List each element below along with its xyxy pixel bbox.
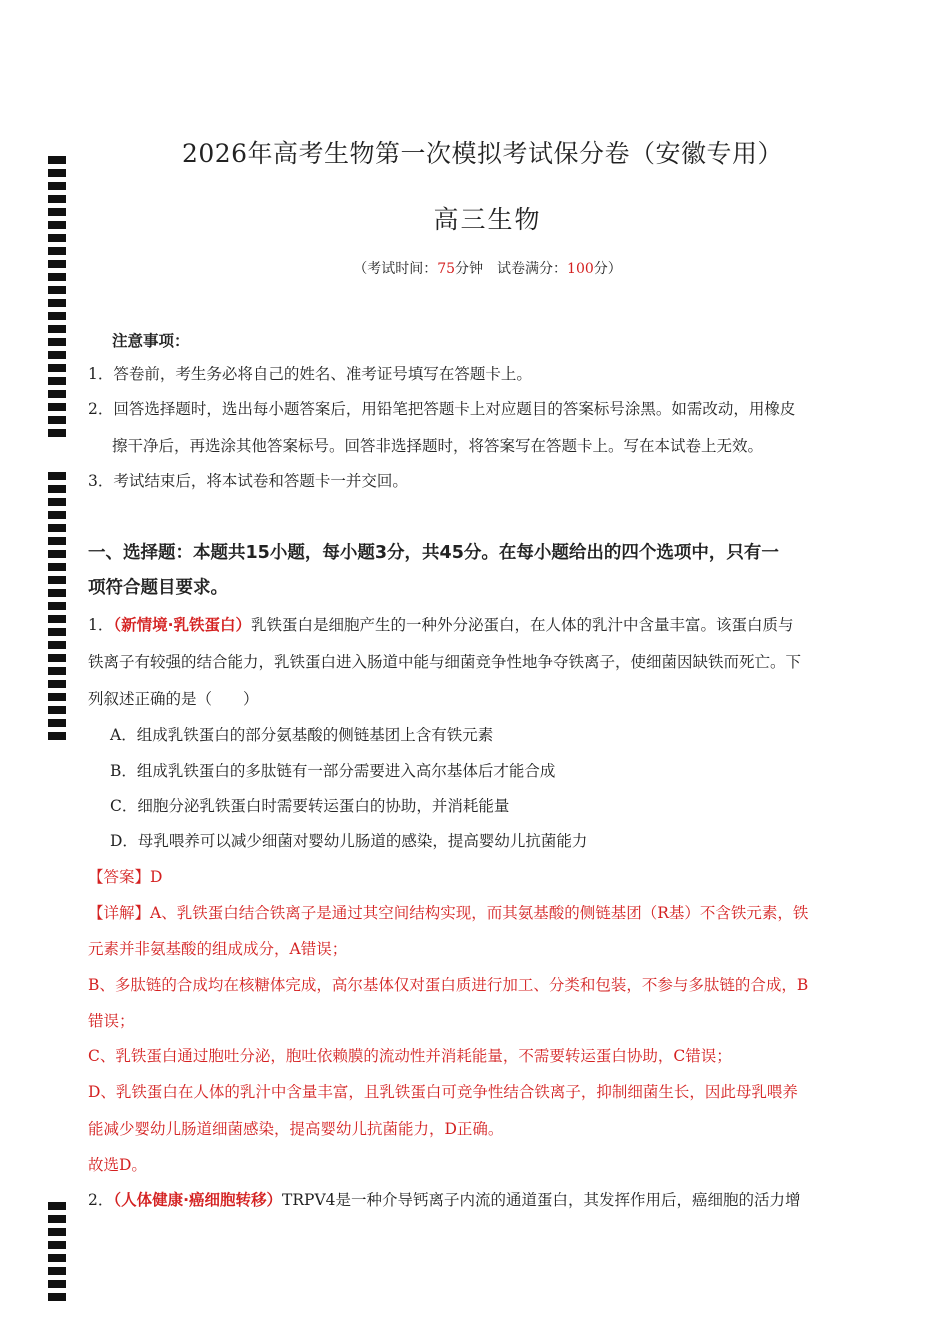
detail-a-text: A、乳铁蛋白结合铁离子是通过其空间结构实现，而其氨基酸的侧链基团（R基）不含铁元素，铁 — [150, 904, 809, 922]
question-1-stem-line-3: 列叙述正确的是（ ） — [88, 690, 259, 708]
question-1-option-b: B．组成乳铁蛋白的多肽链有一部分需要进入高尔基体后才能合成 — [110, 762, 556, 780]
question-2-stem-text: TRPV4是一种介导钙离子内流的通道蛋白，其发挥作用后，癌细胞的活力增 — [282, 1191, 801, 1209]
section-1-heading-line-1: 一、选择题：本题共15小题，每小题3分，共45分。在每小题给出的四个选项中，只有一 — [88, 543, 779, 563]
question-2-number: 2． — [88, 1191, 114, 1209]
question-2-tag: （人体健康·癌细胞转移） — [113, 1191, 283, 1209]
score-value: 100 — [567, 261, 594, 277]
question-1-option-d: D．母乳喂养可以减少细菌对婴幼儿肠道的感染，提高婴幼儿抗菌能力 — [110, 832, 588, 850]
exam-info — [0, 258, 950, 278]
question-1-detail-a-line-2: 元素并非氨基酸的组成成分，A错误； — [88, 940, 348, 958]
notice-item-2-line-1: 2．回答选择题时，选出每小题答案后，用铅笔把答题卡上对应题目的答案标号涂黑。如需改动，用橡皮 — [88, 400, 796, 418]
question-1-detail-b-line-2: 错误； — [88, 1012, 135, 1030]
question-1-stem-text: 乳铁蛋白是细胞产生的一种外分泌蛋白，在人体的乳汁中含量丰富。该蛋白质与 — [251, 616, 794, 634]
time-value: 75 — [437, 261, 456, 277]
question-1-stem-line-2: 铁离子有较强的结合能力，乳铁蛋白进入肠道中能与细菌竞争性地争夺铁离子，使细菌因缺铁而死亡。下 — [88, 653, 802, 671]
exam-subject: 高三生物 — [433, 205, 542, 234]
notice-item-3: 3．考试结束后，将本试卷和答题卡一并交回。 — [88, 472, 408, 490]
detail-label: 【详解】 — [88, 904, 151, 922]
info-prefix: （考试时间： — [353, 261, 438, 277]
question-2-stem-line-1 — [88, 1188, 801, 1210]
notice-item-2-line-2: 擦干净后，再选涂其他答案标号。回答非选择题时，将答案写在答题卡上。写在本试卷上无效。 — [112, 437, 764, 455]
question-1-option-a: A．组成乳铁蛋白的部分氨基酸的侧链基团上含有铁元素 — [110, 726, 494, 744]
question-1-stem-line-1 — [88, 613, 794, 635]
question-1-conclusion: 故选D。 — [88, 1156, 147, 1174]
notice-item-1: 1．答卷前，考生务必将自己的姓名、准考证号填写在答题卡上。 — [88, 365, 532, 383]
question-1-number: 1． — [88, 616, 114, 634]
question-1-tag: （新情境·乳铁蛋白） — [113, 616, 252, 634]
binding-margin-marks-middle — [48, 472, 66, 745]
question-1-detail-d-line-1: D、乳铁蛋白在人体的乳汁中含量丰富，且乳铁蛋白可竞争性结合铁离子，抑制细菌生长，因此母乳喂养 — [88, 1083, 798, 1101]
time-unit: 分钟 试卷满分： — [455, 261, 568, 277]
question-1-detail-a-line-1 — [88, 901, 808, 923]
question-1-answer: 【答案】D — [88, 868, 163, 886]
question-1-detail-c: C、乳铁蛋白通过胞吐分泌，胞吐依赖膜的流动性并消耗能量，不需要转运蛋白协助，C错误； — [88, 1047, 732, 1065]
question-1-option-c: C．细胞分泌乳铁蛋白时需要转运蛋白的协助，并消耗能量 — [110, 797, 510, 815]
binding-margin-marks-top — [48, 156, 66, 442]
question-1-detail-d-line-2: 能减少婴幼儿肠道细菌感染，提高婴幼儿抗菌能力，D正确。 — [88, 1120, 504, 1138]
notice-heading: 注意事项： — [112, 332, 190, 350]
question-1-detail-b-line-1: B、多肽链的合成均在核糖体完成，高尔基体仅对蛋白质进行加工、分类和包装，不参与多肽链的合成，B — [88, 976, 809, 994]
exam-title: 2026年高考生物第一次模拟考试保分卷（安徽专用） — [181, 139, 784, 168]
score-unit: 分） — [593, 261, 622, 277]
section-1-heading-line-2: 项符合题目要求。 — [88, 578, 228, 598]
binding-margin-marks-bottom — [48, 1202, 66, 1306]
